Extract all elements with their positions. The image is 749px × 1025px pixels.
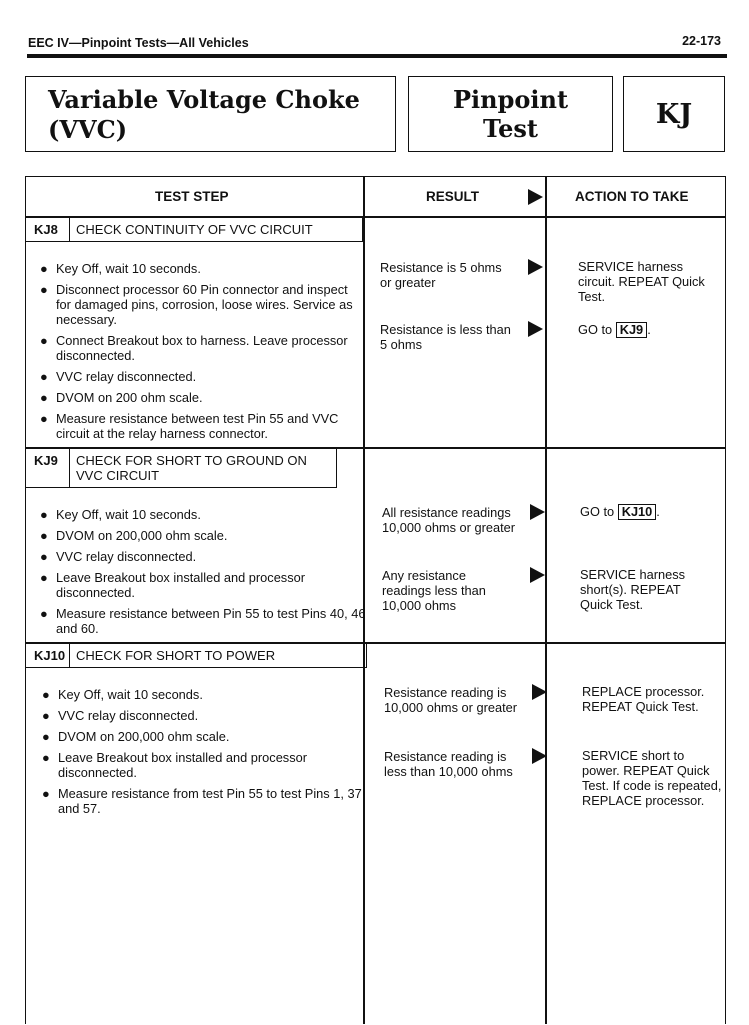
action-text: REPLACE processor. REPEAT Quick Test. (582, 684, 705, 714)
instruction-item: ● VVC relay disconnected. (40, 549, 197, 564)
result-text: Resistance reading is 10,000 ohms or greater (384, 685, 518, 715)
instruction-item: ● Leave Breakout box installed and processor disconnected. (42, 750, 307, 780)
step-ref-kj10[interactable]: KJ10 (618, 504, 657, 520)
action-header: ACTION TO TAKE (575, 189, 689, 204)
instruction-item: ● Key Off, wait 10 seconds. (40, 261, 201, 276)
title-line-2: (VVC) (48, 115, 128, 144)
step-label-kj9 (26, 448, 337, 488)
instruction-item: ● Leave Breakout box installed and processor disconnected. (40, 570, 305, 600)
section-header: EEC IV—Pinpoint Tests—All Vehicles (28, 36, 249, 50)
test-step-header: TEST STEP (155, 189, 229, 204)
pinpoint-line-2: Test (483, 114, 538, 143)
pinpoint-test-box (408, 76, 613, 152)
instruction-item: ● Key Off, wait 10 seconds. (40, 507, 201, 522)
step-name: CHECK CONTINUITY OF VVC CIRCUIT (76, 222, 313, 237)
result-text: Resistance reading is less than 10,000 ohms (384, 749, 513, 779)
pinpoint-line-1: Pinpoint (452, 85, 569, 114)
step-instructions-kj9 (36, 507, 366, 642)
action-text: SERVICE harness short(s). REPEAT Quick Test. (580, 567, 686, 612)
step-instructions-kj8 (36, 261, 366, 447)
arrow-icon (532, 748, 547, 764)
result-text: Resistance is less than 5 ohms (380, 322, 511, 352)
instruction-item: ● VVC relay disconnected. (40, 369, 197, 384)
step-label-kj8 (26, 217, 363, 242)
instruction-item: ● Connect Breakout box to harness. Leave processor disconnected. (40, 333, 348, 363)
action-text: SERVICE short to power. REPEAT Quick Test. If code is repeated, REPLACE processor. (582, 748, 722, 808)
column-divider (545, 177, 547, 1024)
instruction-item: ● DVOM on 200,000 ohm scale. (40, 528, 228, 543)
arrow-icon (530, 567, 545, 583)
action-text: SERVICE harness circuit. REPEAT Quick Test. (578, 259, 705, 304)
title-line-1: Variable Voltage Choke (48, 85, 360, 114)
instruction-item: ● Measure resistance from test Pin 55 to test Pins 1, 37 and 57. (42, 786, 362, 816)
instruction-item: ● VVC relay disconnected. (42, 708, 199, 723)
test-code: KJ (655, 99, 693, 130)
result-text: Any resistance readings less than 10,000 ohms (382, 568, 486, 613)
arrow-icon (528, 189, 543, 205)
pinpoint-table (25, 176, 726, 1024)
header-rule (27, 54, 727, 58)
step-label-kj10 (26, 643, 367, 668)
step-ref-kj9[interactable]: KJ9 (616, 322, 647, 338)
title-box (25, 76, 396, 152)
result-text: Resistance is 5 ohms or greater (380, 260, 502, 290)
step-id: KJ8 (26, 218, 70, 241)
instruction-item: ● Measure resistance between test Pin 55 and VVC circuit at the relay harness connector. (40, 411, 339, 441)
action-goto: GO to KJ9 . (578, 322, 651, 337)
result-text: All resistance readings 10,000 ohms or greater (382, 505, 516, 535)
instruction-item: ● Disconnect processor 60 Pin connector and inspect for damaged pins, corrosion, loose wires. Service as necessary. (40, 282, 353, 327)
instruction-item: ● DVOM on 200 ohm scale. (40, 390, 203, 405)
instruction-item: ● DVOM on 200,000 ohm scale. (42, 729, 230, 744)
instruction-item: ● Key Off, wait 10 seconds. (42, 687, 203, 702)
test-code-box (623, 76, 725, 152)
arrow-icon (528, 259, 543, 275)
step-instructions-kj10 (38, 687, 368, 822)
arrow-icon (532, 684, 547, 700)
action-goto: GO to KJ10 . (580, 504, 660, 519)
page-number: 22-173 (682, 34, 721, 48)
step-name: CHECK FOR SHORT TO POWER (76, 648, 276, 663)
step-id: KJ10 (26, 644, 70, 667)
arrow-icon (530, 504, 545, 520)
instruction-item: ● Measure resistance between Pin 55 to test Pins 40, 46 and 60. (40, 606, 366, 636)
result-header: RESULT (426, 189, 479, 204)
arrow-icon (528, 321, 543, 337)
step-name: CHECK FOR SHORT TO GROUND ON VVC CIRCUIT (76, 453, 307, 483)
step-id: KJ9 (26, 449, 70, 487)
